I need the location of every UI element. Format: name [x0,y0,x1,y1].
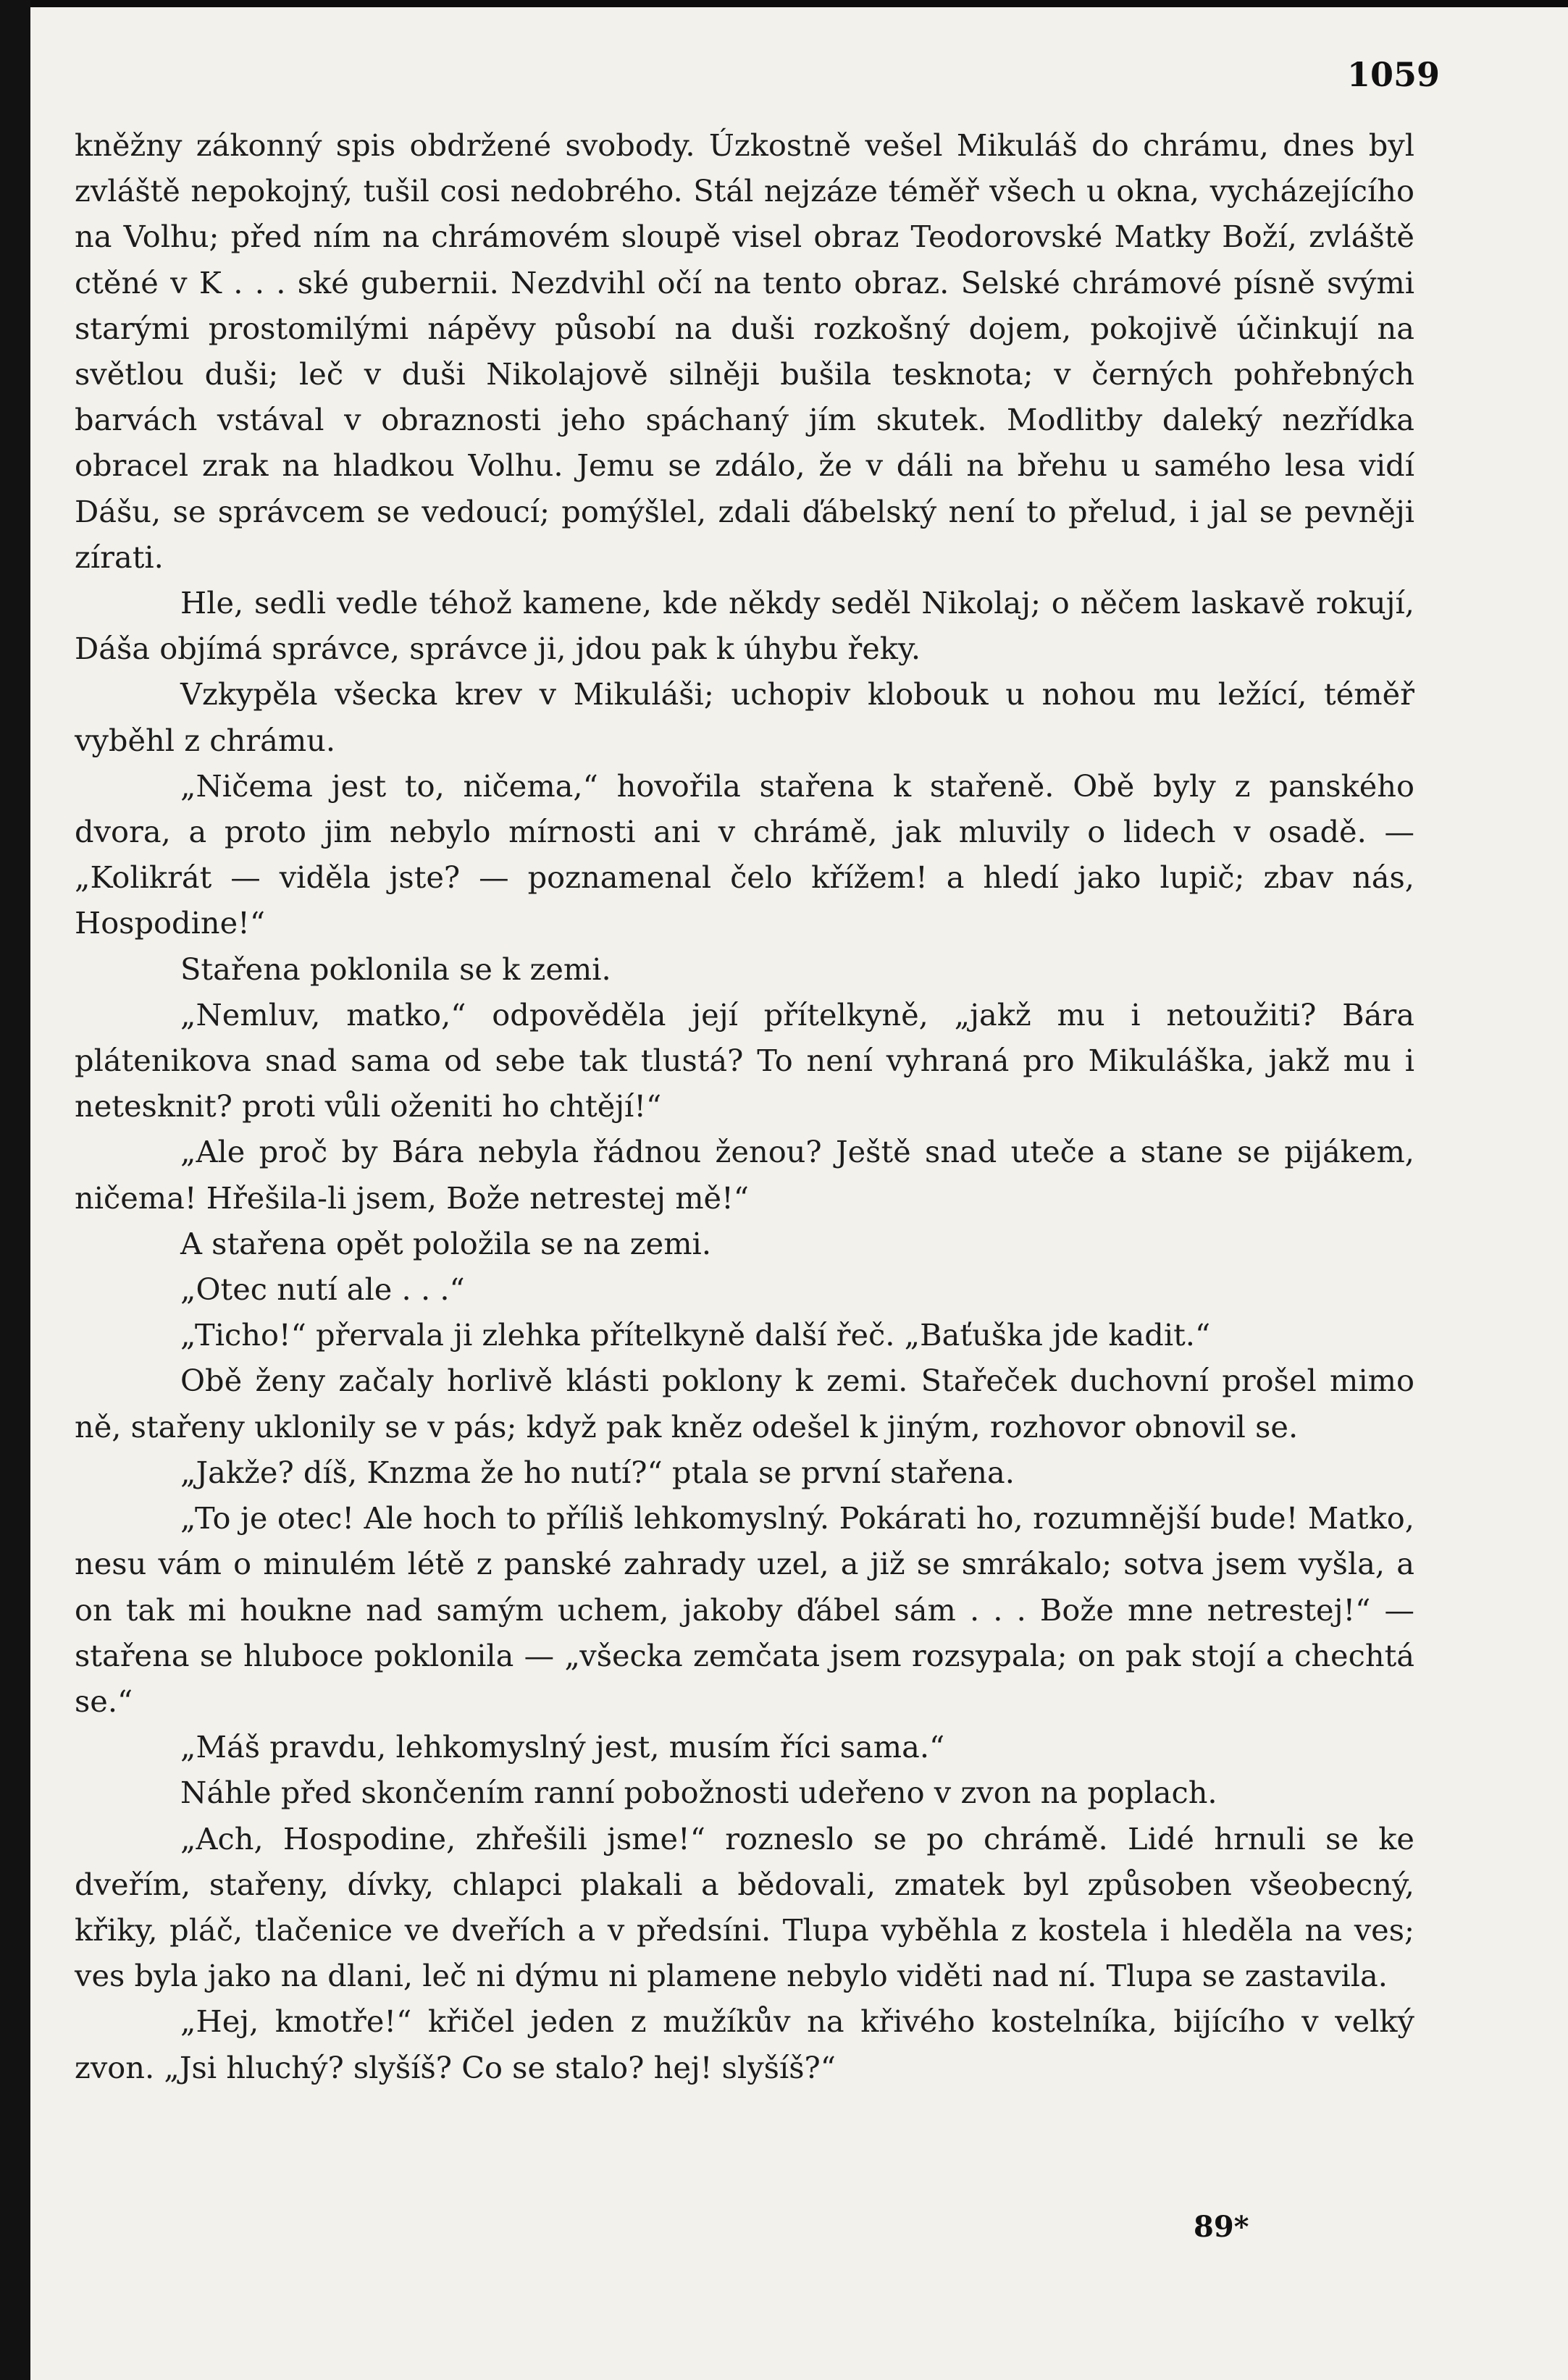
page-number: 1059 [1347,55,1441,94]
paragraph-15: Náhle před skončením ranní pobožnosti udeřeno v zvon na poplach. [180,1775,1217,1811]
paragraph-14: „Máš pravdu, lehkomyslný jest, musím říci sama.“ [180,1729,945,1765]
paragraph-3: Vzkypěla všecka krev v Mikuláši; uchopiv klobouk u nohou mu ležící, téměř vyběhl z chrámu. [75,676,1414,758]
paragraph-13: „To je otec! Ale hoch to příliš lehkomyslný. Pokárati ho, rozumnější bude! Matko, nesu vám o minulém létě z panské zahrady uzel, a již se smrákalo; sotva jsem vyšla, a on tak mi houkne nad samým uchem, jakoby ďábel sám . . . Bože mne netrestej!“ — stařena se hluboce poklonila — „všecka zemčata jsem rozsypala; on pak stojí a chechtá se.“ [75,1500,1414,1719]
paragraph-4: „Ničema jest to, ničema,“ hovořila stařena k stařeně. Obě byly z panského dvora, a proto jim nebylo mírnosti ani v chrámě, jak mluvily o lidech v osadě. — „Kolikrát — viděla jste? — poznamenal čelo křížem! a hledí jako lupič; zbav nás, Hospodine!“ [75,768,1414,941]
paragraph-5: Stařena poklonila se k zemi. [180,951,611,987]
body-text [75,122,1414,2090]
paragraph-1: kněžny zákonný spis obdržené svobody. Úzkostně vešel Mikuláš do chrámu, dnes byl zvláště nepokojný, tušil cosi nedobrého. Stál nejzáze téměř všech u okna, vycházejícího na Volhu; před ním na chrámovém sloupě visel obraz Teodorovské Matky Boží, zvláště ctěné v K . . . ské gubernii. Nezdvihl očí na tento obraz. Selské chrámové písně svými starými prostomilými nápěvy působí na duši rozkošný dojem, pokojivě účinkují na světlou duši; leč v duši Nikolajově silněji bušila tesknota; v černých pohřebných barvách vstával v obraznosti jeho spáchaný jím skutek. Modlitby daleký nezřídka obracel zrak na hladkou Volhu. Jemu se zdálo, že v dáli na břehu u samého lesa vidí Dášu, se správcem se vedoucí; pomýšlel, zdali ďábelský není to přelud, i jal se pevněji zírati. [75,127,1414,575]
paragraph-11: Obě ženy začaly horlivě klásti poklony k zemi. Stařeček duchovní prošel mimo ně, stařeny uklonily se v pás; když pak kněz odešel k jiným, rozhovor obnovil se. [75,1363,1414,1445]
paragraph-16: „Ach, Hospodine, zhřešili jsme!“ rozneslo se po chrámě. Lidé hrnuli se ke dveřím, stařeny, dívky, chlapci plakali a bědovali, zmatek byl způsoben všeobecný, křiky, pláč, tlačenice ve dveřích a v předsíni. Tlupa vyběhla z kostela i hleděla na ves; ves byla jako na dlani, leč ni dýmu ni plamene nebylo viděti nad ní. Tlupa se zastavila. [75,1820,1414,1994]
paragraph-17: „Hej, kmotře!“ křičel jeden z mužíkův na křivého kostelníka, bijícího v velký zvon. „Jsi hluchý? slyšíš? Co se stalo? hej! slyšíš?“ [75,2003,1414,2085]
paragraph-6: „Nemluv, matko,“ odpověděla její přítelkyně, „jakž mu i netoužiti? Bára plátenikova snad sama od sebe tak tlustá? To není vyhraná pro Mikuláška, jakž mu i netesknit? proti vůli oženiti ho chtějí!“ [75,996,1414,1124]
printer-signature: 89* [1194,2210,1249,2244]
paragraph-7: „Ale proč by Bára nebyla řádnou ženou? Ještě snad uteče a stane se pijákem, ničema! Hřešila-li jsem, Bože netrestej mě!“ [75,1134,1414,1216]
paragraph-12: „Jakže? díš, Knzma že ho nutí?“ ptala se první stařena. [180,1454,1015,1490]
scan-left-edge [0,0,30,2380]
paragraph-9: „Otec nutí ale . . .“ [180,1271,465,1308]
paragraph-8: A stařena opět položila se na zemi. [180,1225,712,1261]
paragraph-2: Hle, sedli vedle téhož kamene, kde někdy seděl Nikolaj; o něčem laskavě rokují, Dáša objímá správce, správce ji, jdou pak k úhybu řeky. [75,585,1414,667]
paragraph-10: „Ticho!“ přervala ji zlehka přítelkyně další řeč. „Baťuška jde kadit.“ [180,1317,1211,1353]
